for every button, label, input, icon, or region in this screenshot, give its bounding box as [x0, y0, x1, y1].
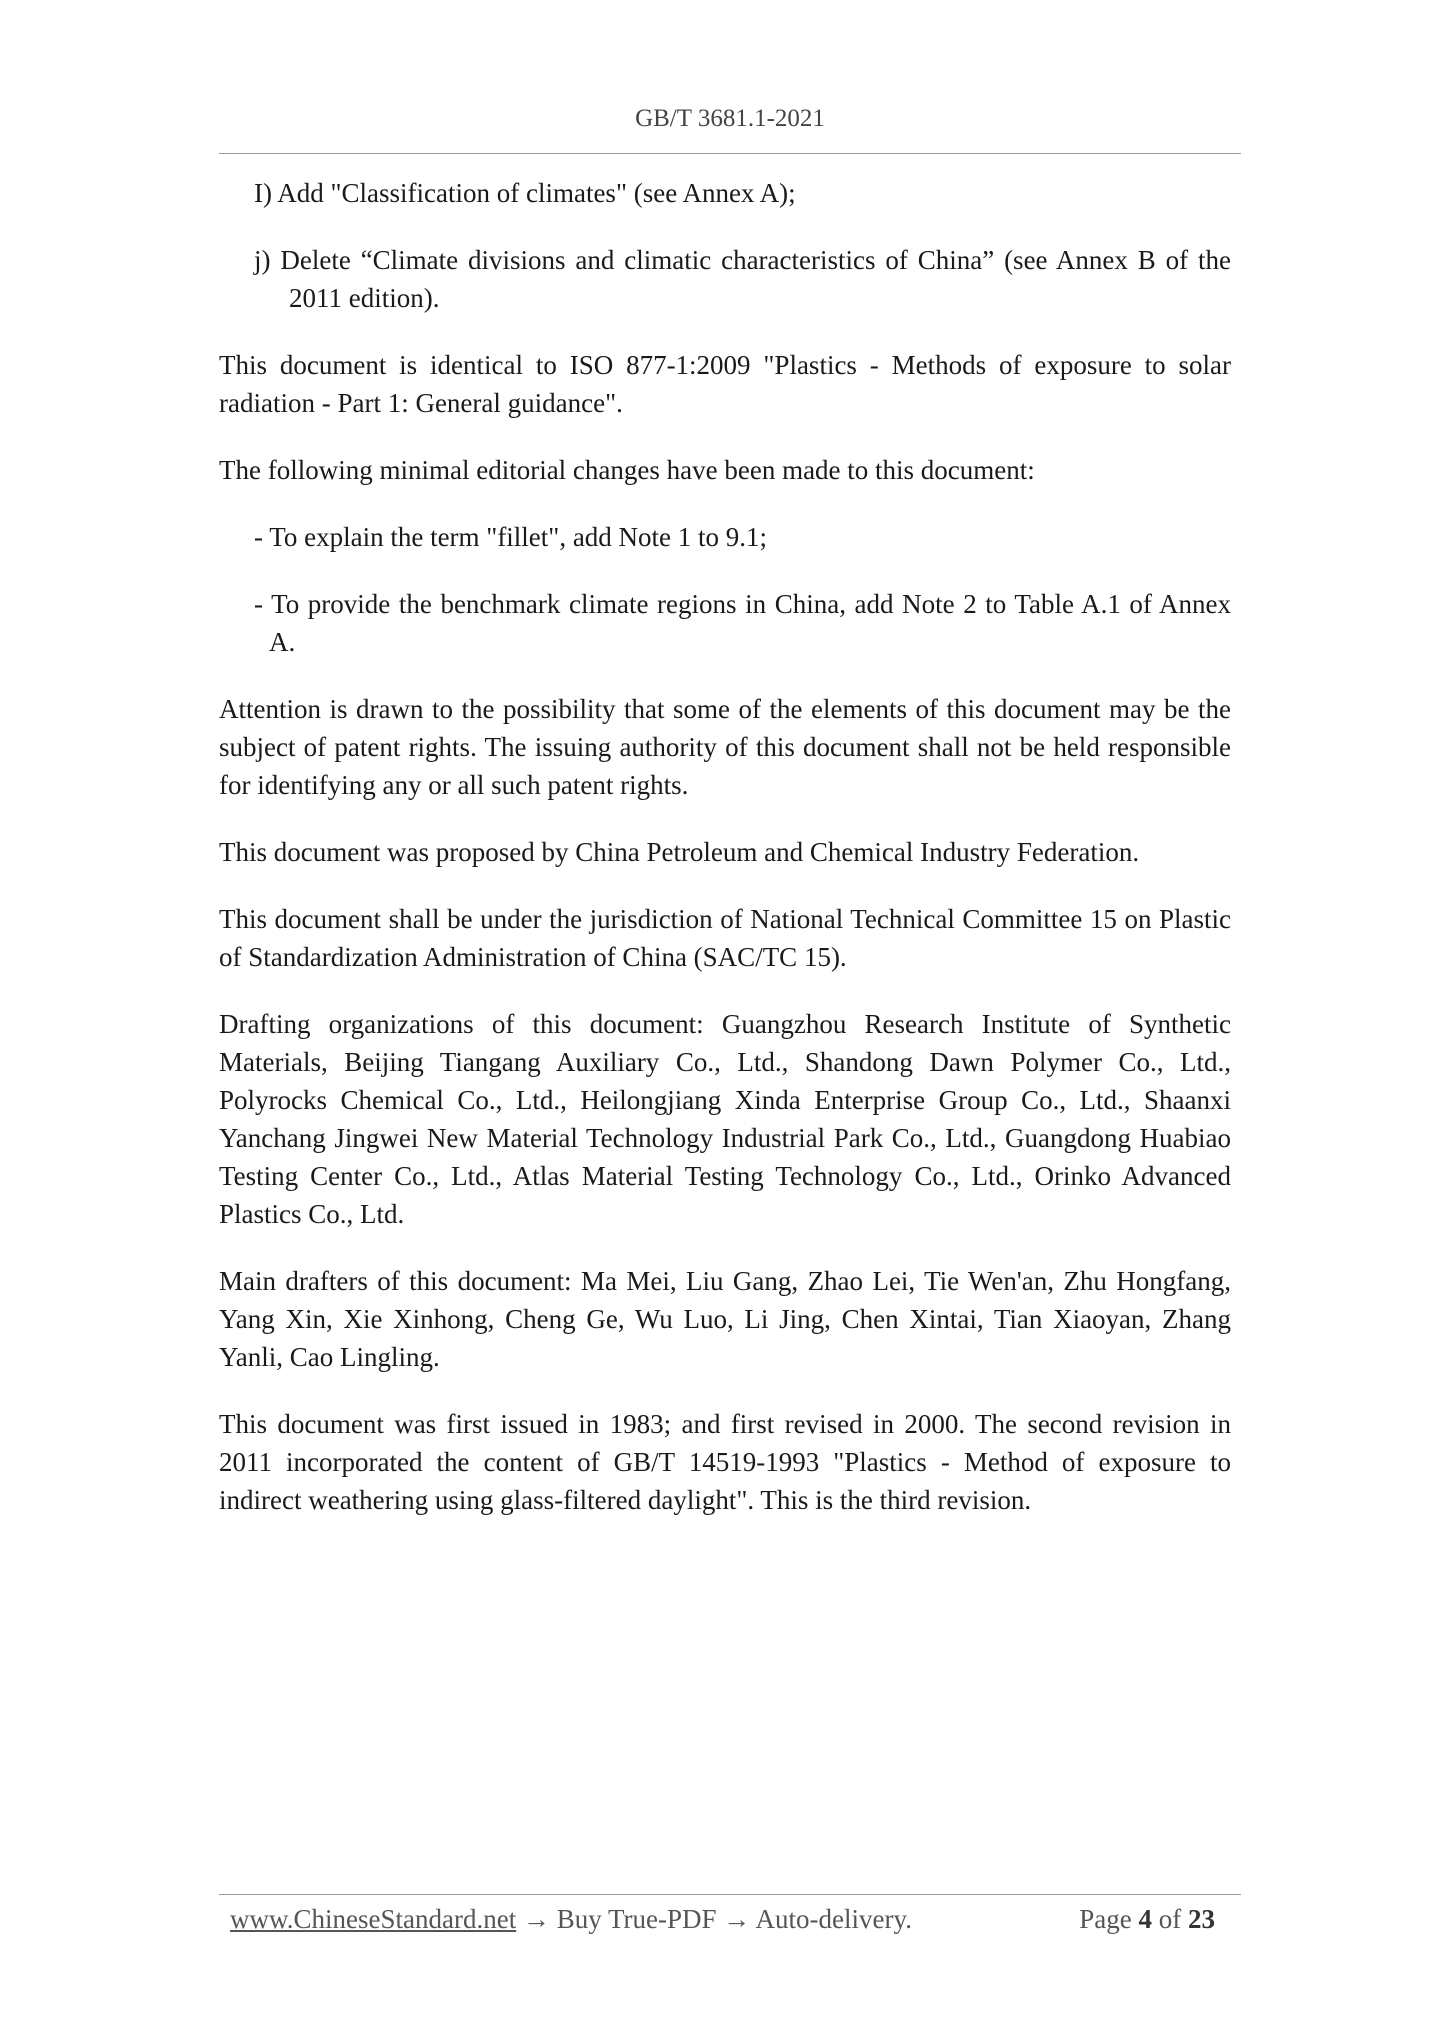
- revision-history: This document was first issued in 1983; and first revised in 2000. The second revision in 2011 incorporated the content of GB/T 14519-1993 "Plastics - Method of exposure to indirect weathering using glass-filtered daylight". This is the third revision.: [219, 1409, 1231, 1515]
- header-divider: [219, 153, 1241, 154]
- drafting-organizations: Drafting organizations of this document: Guangzhou Research Institute of Synthetic Materials, Beijing Tiangang Auxiliary Co., Ltd., Shandong Dawn Polymer Co., Ltd., Polyrocks Chemical Co., Ltd., Heilongjiang Xinda Enterprise Group Co., Ltd., Shaanxi Yanchang Jingwei New Material Technology Industrial Park Co., Ltd., Guangdong Huabiao Testing Center Co., Ltd., Atlas Material Testing Technology Co., Ltd., Orinko Advanced Plastics Co., Ltd.: [219, 1009, 1231, 1229]
- page-footer: [230, 1900, 1215, 1938]
- jurisdiction-statement: This document shall be under the jurisdiction of National Technical Committee 15 on Plastic of Standardization Administration of China (SAC/TC 15).: [219, 904, 1231, 972]
- main-drafters: Main drafters of this document: Ma Mei, Liu Gang, Zhao Lei, Tie Wen'an, Zhu Hongfang, Yang Xin, Xie Xinhong, Cheng Ge, Wu Luo, Li Jing, Chen Xintai, Tian Xiaoyan, Zhang Yanli, Cao Lingling.: [219, 1266, 1231, 1372]
- list-item-j: j) Delete “Climate divisions and climatic characteristics of China” (see Annex B of the 2011 edition).: [254, 245, 1231, 313]
- proposer-statement: This document was proposed by China Petroleum and Chemical Industry Federation.: [219, 837, 1140, 867]
- editorial-change-item: - To explain the term "fillet", add Note 1 to 9.1;: [254, 522, 768, 552]
- footer-divider: [219, 1894, 1241, 1895]
- identity-statement: This document is identical to ISO 877-1:2009 "Plastics - Methods of exposure to solar radiation - Part 1: General guidance".: [219, 350, 1231, 418]
- page-label: Page: [1079, 1904, 1132, 1934]
- of-label: of: [1158, 1904, 1182, 1934]
- editorial-changes-intro: The following minimal editorial changes have been made to this document:: [219, 455, 1035, 485]
- auto-delivery-text: Auto-delivery.: [755, 1904, 912, 1934]
- document-body: [219, 174, 1231, 1548]
- buy-pdf-text: Buy True-PDF: [556, 1904, 717, 1934]
- document-code-header: GB/T 3681.1-2021: [635, 105, 825, 132]
- total-pages: 23: [1188, 1904, 1215, 1934]
- editorial-change-item: - To provide the benchmark climate regions in China, add Note 2 to Table A.1 of Annex A.: [254, 589, 1231, 657]
- patent-notice: Attention is drawn to the possibility that some of the elements of this document may be the subject of patent rights. The issuing authority of this document shall not be held responsible for identifying any or all such patent rights.: [219, 694, 1231, 800]
- current-page-number: 4: [1138, 1904, 1152, 1934]
- arrow-right-icon: →: [723, 1904, 751, 1934]
- footer-left: [230, 1900, 912, 1938]
- website-link[interactable]: www.ChineseStandard.net: [230, 1904, 517, 1934]
- list-item-l: I) Add "Classification of climates" (see Annex A);: [254, 178, 796, 208]
- arrow-right-icon: →: [522, 1904, 550, 1934]
- page-indicator: [1079, 1900, 1215, 1938]
